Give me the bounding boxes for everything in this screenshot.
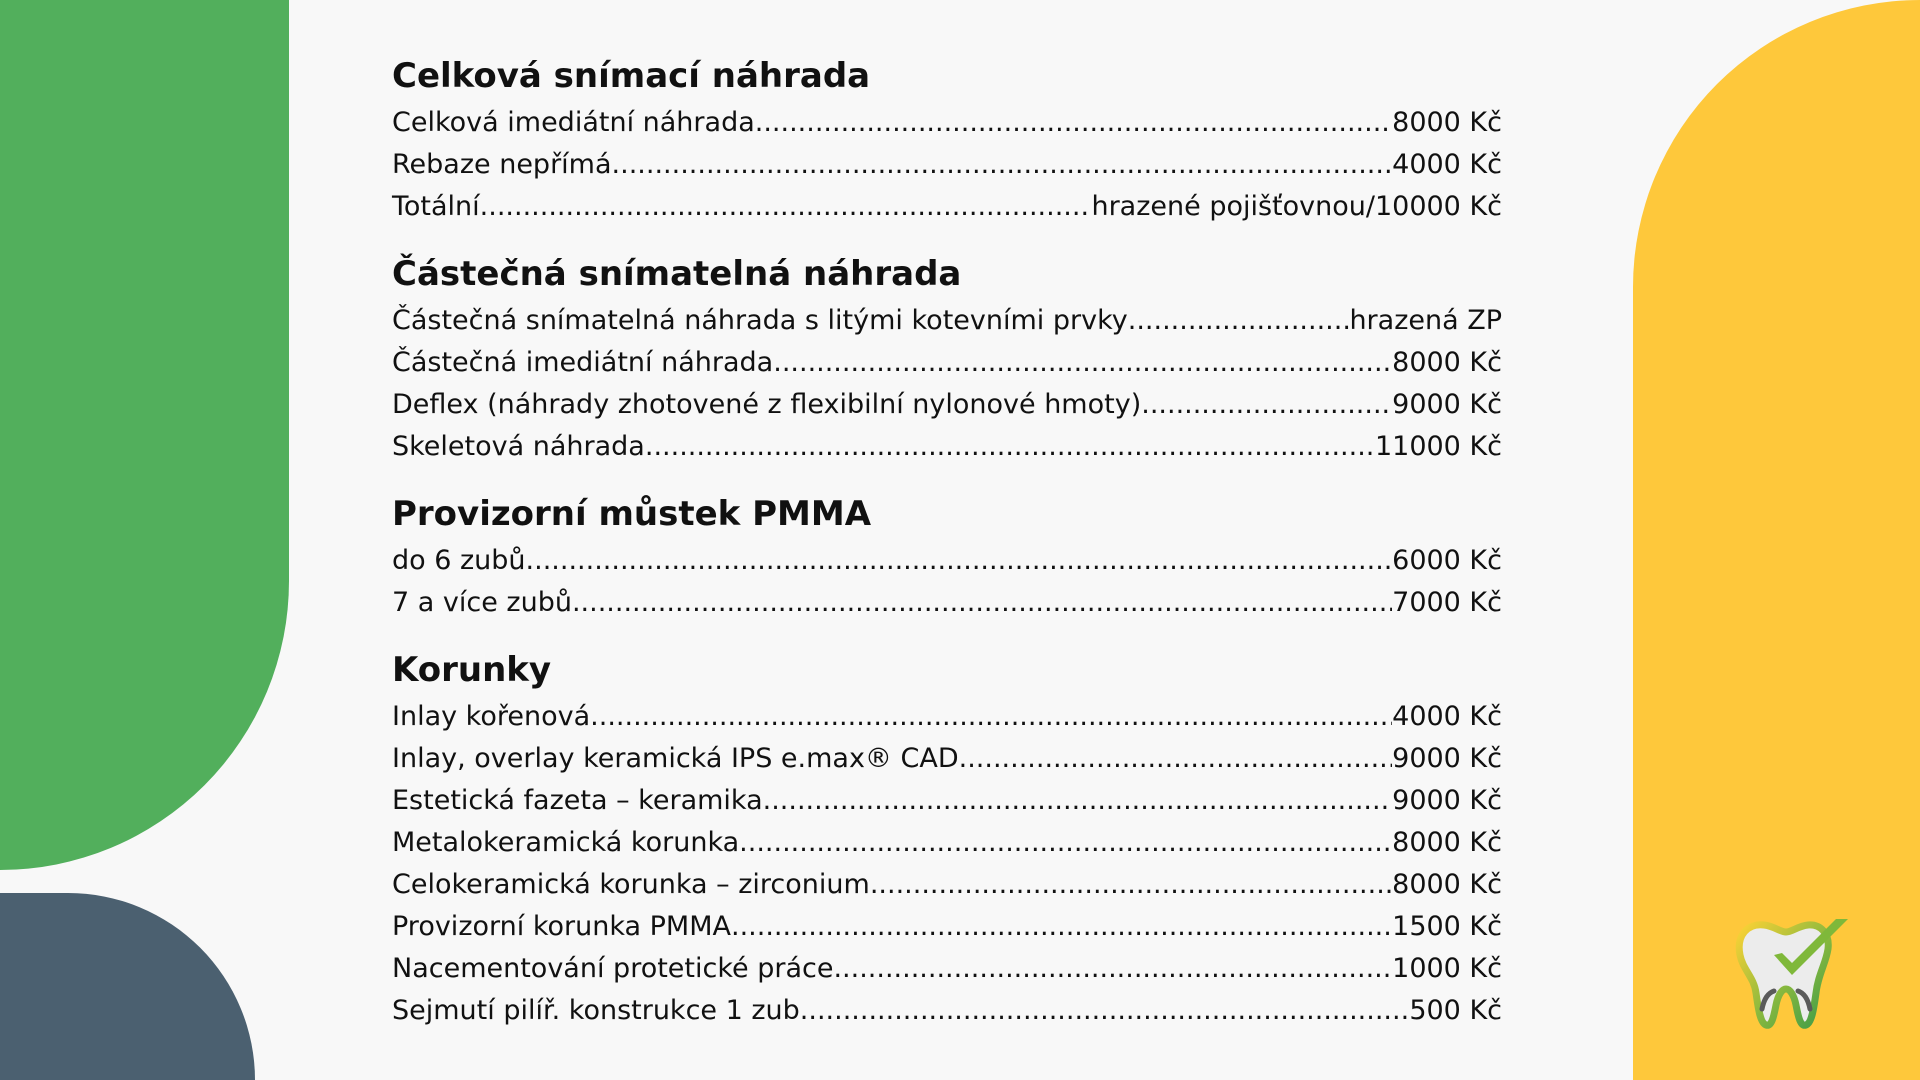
price-row	[392, 342, 1502, 384]
item-price: 9000 Kč	[1392, 785, 1502, 816]
price-row	[392, 300, 1502, 342]
price-row	[392, 990, 1502, 1032]
item-label: Nacementování protetické práce	[392, 953, 834, 984]
section-title: Provizorní můstek PMMA	[392, 494, 872, 534]
section-title: Korunky	[392, 650, 552, 690]
dot-leader	[572, 582, 1392, 624]
section-title: Celková snímací náhrada	[392, 56, 871, 96]
price-row	[392, 696, 1502, 738]
price-row	[392, 948, 1502, 990]
item-price: 500 Kč	[1409, 995, 1502, 1026]
section-partial-removable	[392, 248, 1502, 468]
item-price: 11000 Kč	[1374, 431, 1502, 462]
dot-leader	[739, 822, 1392, 864]
price-row	[392, 582, 1502, 624]
price-row	[392, 540, 1502, 582]
dot-leader	[480, 186, 1092, 228]
item-label: Provizorní korunka PMMA	[392, 911, 731, 942]
slate-decor-shape	[0, 893, 255, 1080]
item-label: Částečná snímatelná náhrada s litými kotevními prvky	[392, 305, 1128, 336]
item-price: 8000 Kč	[1392, 107, 1502, 138]
item-label: Inlay, overlay keramická IPS e.max® CAD	[392, 743, 959, 774]
dot-leader	[755, 102, 1392, 144]
dot-leader	[1141, 384, 1392, 426]
dot-leader	[763, 780, 1393, 822]
price-row	[392, 186, 1502, 228]
item-price: hrazené pojišťovnou/10000 Kč	[1091, 191, 1502, 222]
price-list	[392, 50, 1502, 1052]
dot-leader	[731, 906, 1392, 948]
item-label: Inlay kořenová	[392, 701, 591, 732]
item-label: Deflex (náhrady zhotovené z flexibilní nylonové hmoty)	[392, 389, 1142, 420]
dot-leader	[959, 738, 1393, 780]
price-row	[392, 102, 1502, 144]
item-label: 7 a více zubů	[392, 587, 572, 618]
price-row	[392, 426, 1502, 468]
price-row	[392, 738, 1502, 780]
item-price: hrazená ZP	[1349, 305, 1502, 336]
item-label: Skeletová náhrada	[392, 431, 645, 462]
dot-leader	[590, 696, 1392, 738]
dot-leader	[1128, 300, 1350, 342]
item-label: Estetická fazeta – keramika	[392, 785, 763, 816]
dot-leader	[800, 990, 1410, 1032]
price-row	[392, 822, 1502, 864]
item-price: 8000 Kč	[1392, 869, 1502, 900]
item-price: 1000 Kč	[1392, 953, 1502, 984]
item-label: Celokeramická korunka – zirconium	[392, 869, 870, 900]
item-label: Metalokeramická korunka	[392, 827, 740, 858]
price-row	[392, 144, 1502, 186]
dot-leader	[833, 948, 1392, 990]
item-price: 6000 Kč	[1392, 545, 1502, 576]
price-row	[392, 384, 1502, 426]
section-title: Částečná snímatelná náhrada	[392, 254, 962, 294]
price-row	[392, 864, 1502, 906]
dot-leader	[526, 540, 1393, 582]
item-price: 4000 Kč	[1392, 701, 1502, 732]
section-complete-removable	[392, 50, 1502, 228]
item-price: 7000 Kč	[1392, 587, 1502, 618]
section-crowns	[392, 644, 1502, 1032]
item-price: 1500 Kč	[1392, 911, 1502, 942]
price-row	[392, 906, 1502, 948]
section-provisional-bridge	[392, 488, 1502, 624]
item-label: Rebaze nepřímá	[392, 149, 612, 180]
item-price: 4000 Kč	[1392, 149, 1502, 180]
tooth-check-icon	[1726, 915, 1863, 1030]
green-decor-shape	[0, 0, 289, 870]
item-price: 8000 Kč	[1392, 347, 1502, 378]
item-price: 9000 Kč	[1392, 743, 1502, 774]
item-label: do 6 zubů	[392, 545, 526, 576]
dot-leader	[870, 864, 1392, 906]
dot-leader	[773, 342, 1392, 384]
item-label: Totální	[392, 191, 480, 222]
item-label: Sejmutí pilíř. konstrukce 1 zub	[392, 995, 800, 1026]
item-price: 8000 Kč	[1392, 827, 1502, 858]
dot-leader	[645, 426, 1375, 468]
item-label: Celková imediátní náhrada	[392, 107, 755, 138]
item-label: Částečná imediátní náhrada	[392, 347, 774, 378]
price-row	[392, 780, 1502, 822]
item-price: 9000 Kč	[1392, 389, 1502, 420]
dot-leader	[612, 144, 1393, 186]
